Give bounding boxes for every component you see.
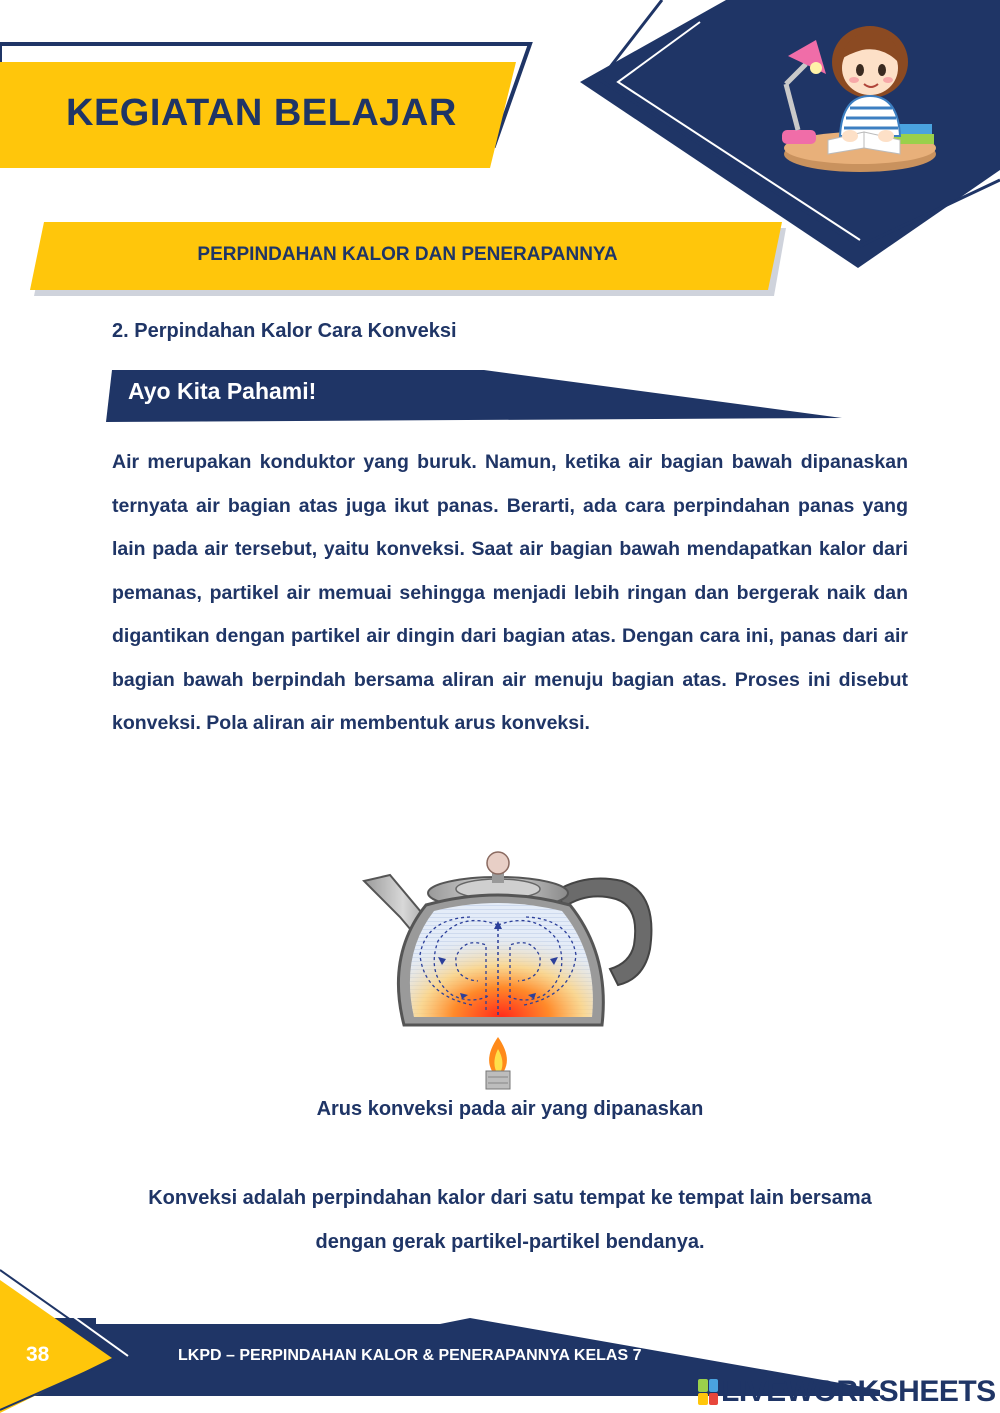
ayo-banner-title: Ayo Kita Pahami!	[128, 378, 317, 404]
kettle-convection-icon	[360, 845, 660, 1095]
girl-studying-illustration	[768, 12, 940, 182]
definition-text	[110, 1176, 910, 1264]
footer-title: LKPD – PERPINDAHAN KALOR & PENERAPANNYA KELAS 7	[178, 1347, 642, 1364]
definition-line-2: dengan gerak partikel-partikel bendanya.	[315, 1231, 705, 1253]
liveworksheets-brand[interactable]	[698, 1374, 996, 1410]
section-heading: 2. Perpindahan Kalor Cara Konveksi	[112, 320, 457, 342]
liveworksheets-wordmark: LIVEWORKSHEETS	[721, 1375, 996, 1408]
liveworksheets-logo-icon	[698, 1379, 718, 1405]
figure-caption: Arus konveksi pada air yang dipanaskan	[316, 1098, 704, 1120]
page-number: 38	[26, 1343, 50, 1366]
page-subtitle: PERPINDAHAN KALOR DAN PENERAPANNYA	[197, 244, 618, 265]
body-paragraph: Air merupakan konduktor yang buruk. Namun, ketika air bagian bawah dipanaskan ternyata air bagian atas juga ikut panas. Berarti, ada cara perpindahan panas yang lain pada air tersebut, yaitu konveksi. Saat air bagian bawah mendapatkan kalor dari pemanas, partikel air memuai sehingga menjadi lebih ringan dan bergerak naik dan digantikan dengan partikel air dingin dari bagian atas. Dengan cara ini, panas dari air bagian bawah berpindah bersama aliran air menuju bagian atas. Proses ini disebut konveksi. Pola aliran air membentuk arus konveksi.	[112, 451, 908, 734]
page-title: KEGIATAN BELAJAR	[66, 92, 457, 134]
definition-line-1: Konveksi adalah perpindahan kalor dari satu tempat ke tempat lain bersama	[148, 1187, 872, 1209]
